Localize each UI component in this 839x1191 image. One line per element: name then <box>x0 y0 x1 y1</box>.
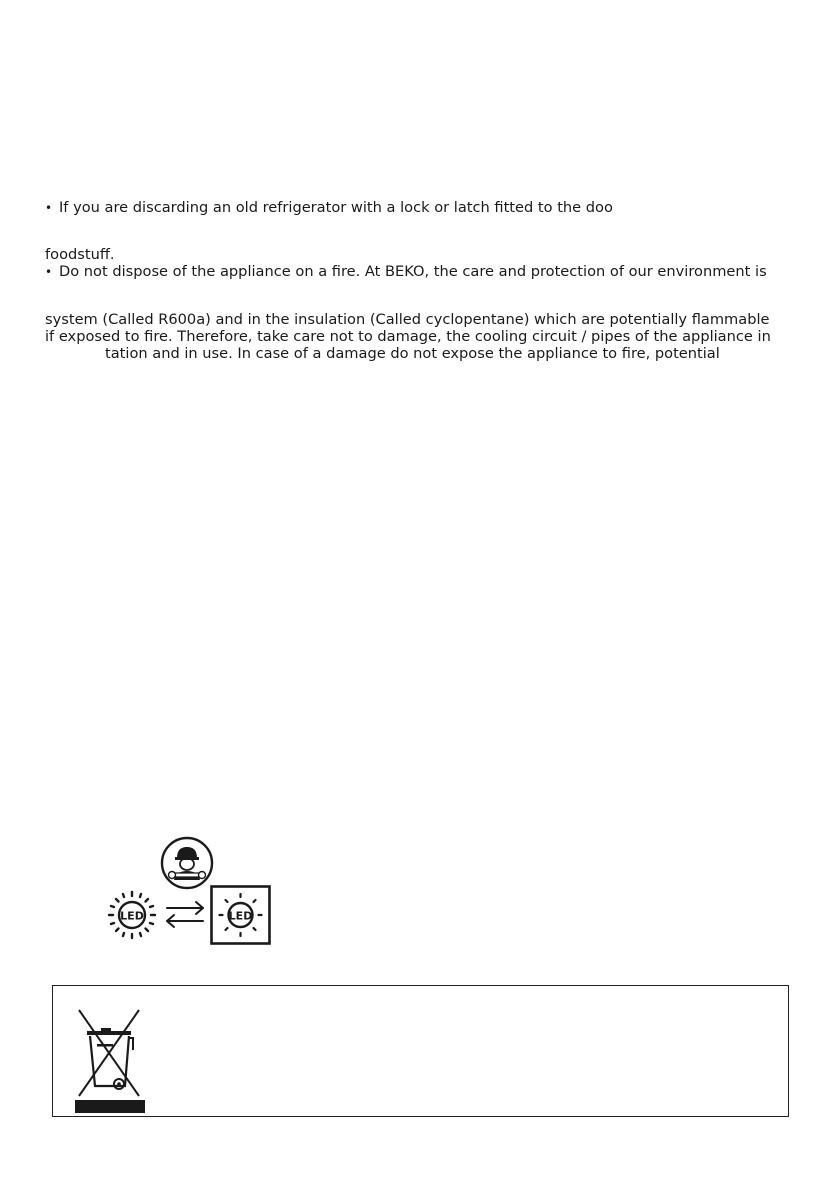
swap-arrows-icon <box>163 899 207 929</box>
led-bulb-icon <box>105 888 159 942</box>
text-line-1: • If you are discarding an old refrigerator with a lock or latch fitted to the doo <box>45 199 613 216</box>
text-line-5: if exposed to fire. Therefore, take care not to damage, the cooling circuit / pipes of the appliance in <box>45 328 771 345</box>
bullet: • <box>45 265 53 279</box>
crossed-out-wheelie-bin-icon <box>73 1004 147 1114</box>
led-module-icon <box>210 885 271 945</box>
text-line-6: tation and in use. In case of a damage do not expose the appliance to fire, potential <box>105 345 720 362</box>
text-line-3: • Do not dispose of the appliance on a fire. At BEKO, the care and protection of our environment is <box>45 263 767 280</box>
text-line-2: foodstuff. <box>45 246 115 263</box>
bullet: • <box>45 201 53 215</box>
technician-icon <box>160 836 214 890</box>
text-line-4: system (Called R600a) and in the insulation (Called cyclopentane) which are potentially flammable <box>45 311 770 328</box>
weee-notice-box <box>52 985 789 1117</box>
svg-text:LED: LED <box>120 909 144 923</box>
svg-text:LED: LED <box>228 909 253 923</box>
